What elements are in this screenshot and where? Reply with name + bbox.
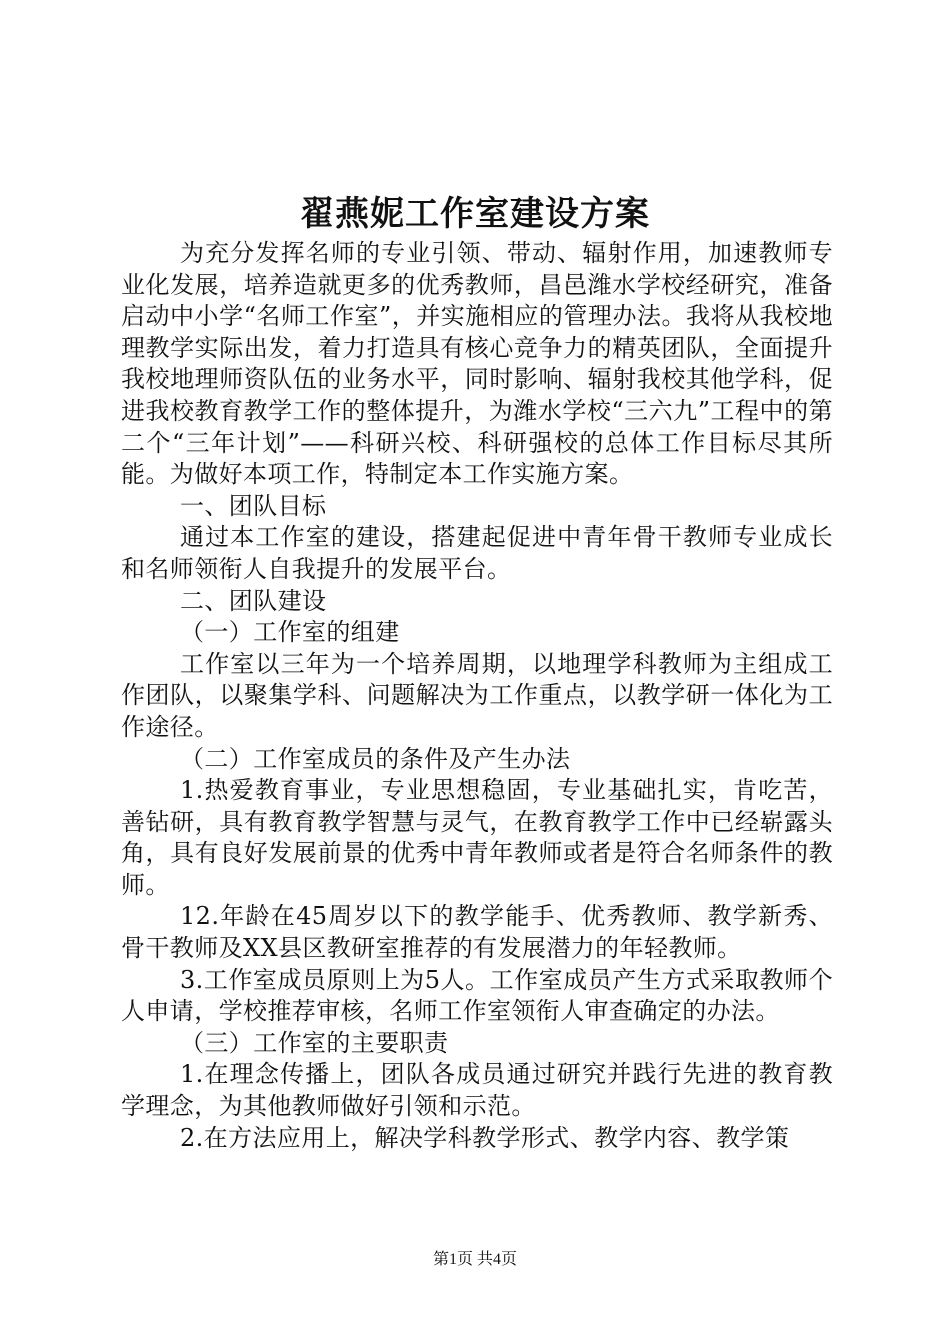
section-heading-team-goal: 一、团队目标: [180, 491, 327, 520]
document-body: [121, 238, 833, 1154]
list-item-duty-1: 1.在理念传播上，团队各成员通过研究并践行先进的教育教学理念，为其他教师做好引领和示范。: [121, 1060, 833, 1121]
list-item-condition-2: 12.年龄在45周岁以下的教学能手、优秀教师、教学新秀、骨干教师及XX县区教研室推荐的有发展潜力的年轻教师。: [121, 902, 833, 963]
subsection-heading-member-conditions: （二）工作室成员的条件及产生办法: [180, 744, 571, 773]
section-heading-team-building: 二、团队建设: [180, 586, 327, 615]
subsection-heading-formation: （一）工作室的组建: [180, 618, 400, 647]
document-title: 翟燕妮工作室建设方案: [300, 194, 650, 234]
list-item-condition-3: 3.工作室成员原则上为5人。工作室成员产生方式采取教师个人申请，学校推荐审核，名师工作室领衔人审查确定的办法。: [121, 965, 833, 1026]
paragraph-formation: 工作室以三年为一个培养周期，以地理学科教师为主组成工作团队，以聚集学科、问题解决为工作重点，以教学研一体化为工作途径。: [121, 649, 833, 741]
paragraph-team-goal: 通过本工作室的建设，搭建起促进中青年骨干教师专业成长和名师领衔人自我提升的发展平台。: [121, 523, 833, 583]
list-item-condition-1: 1.热爱教育事业，专业思想稳固，专业基础扎实，肯吃苦，善钻研，具有教育教学智慧与灵气，在教育教学工作中已经崭露头角，具有良好发展前景的优秀中青年教师或者是符合名师条件的教师。: [121, 776, 833, 899]
subsection-heading-duties: （三）工作室的主要职责: [180, 1028, 449, 1057]
list-item-duty-2: 2.在方法应用上，解决学科教学形式、教学内容、教学策: [180, 1123, 790, 1152]
page-number: 第1页 共4页: [432, 1251, 517, 1268]
paragraph-intro: 为充分发挥名师的专业引领、带动、辐射作用，加速教师专业化发展，培养造就更多的优秀教师，昌邑潍水学校经研究，准备启动中小学“名师工作室”，并实施相应的管理办法。我将从我校地理教学实际出发，着力打造具有核心竞争力的精英团队，全面提升我校地理师资队伍的业务水平，同时影响、辐射我校其他学科，促进我校教育教学工作的整体提升，为潍水学校“三六九”工程中的第二个“三年计划”——科研兴校、科研强校的总体工作目标尽其所能。为做好本项工作，特制定本工作实施方案。: [121, 239, 833, 489]
